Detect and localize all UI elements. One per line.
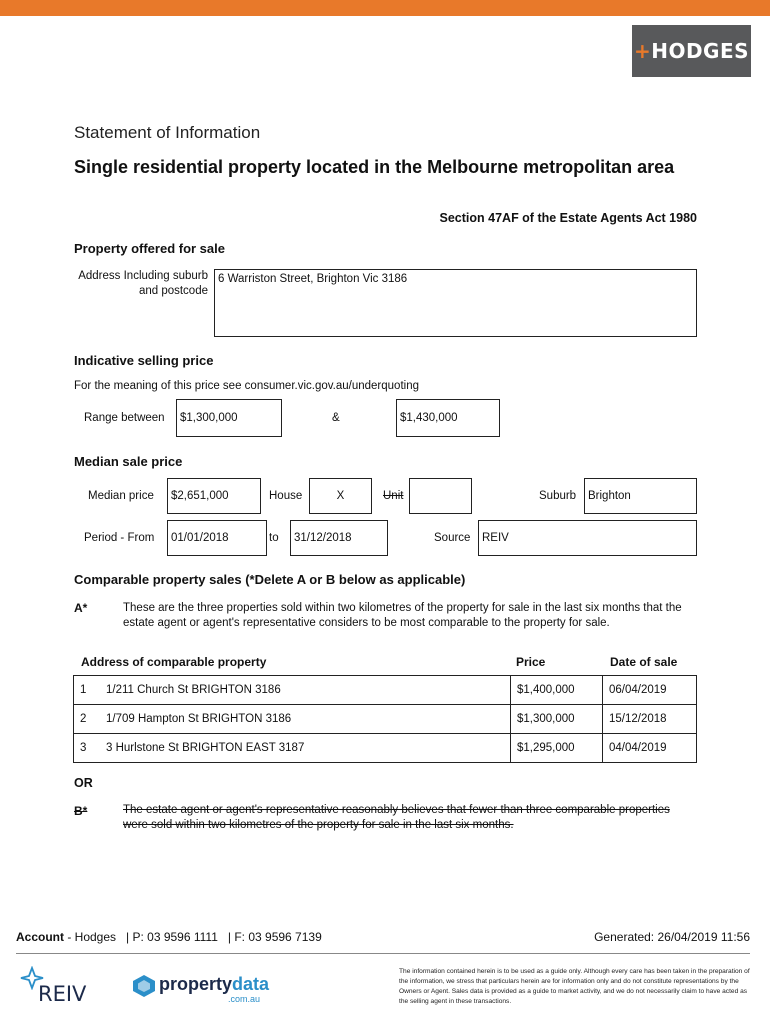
top-accent-bar xyxy=(0,0,770,16)
source-field[interactable] xyxy=(478,520,697,556)
address-label: Address Including suburb and postcode xyxy=(78,270,208,297)
pd-logo-sub: .com.au xyxy=(228,994,261,1004)
unit-label: Unit xyxy=(383,490,404,502)
pd-logo-main: property xyxy=(159,974,233,994)
hodges-logo xyxy=(632,25,751,77)
option-a-text: These are the three properties sold within two kilometres of the property for sale in the last six months that the estate agent or agent's representative considers to be most comparable to the property for sale. xyxy=(123,602,682,629)
price-cell[interactable] xyxy=(511,705,603,734)
pd-logo-accent: data xyxy=(232,974,270,994)
suburb-label: Suburb xyxy=(539,490,577,502)
comparable-sales-table xyxy=(73,675,697,763)
logo-text: HODGES xyxy=(651,39,750,63)
propertydata-hex-icon xyxy=(131,974,157,998)
house-label: House xyxy=(269,490,303,502)
underquoting-note: For the meaning of this price see consumer.vic.gov.au/underquoting xyxy=(74,380,419,392)
account-label: Account xyxy=(16,930,64,944)
row-date: 15/12/2018 xyxy=(609,713,667,725)
range-ampersand: & xyxy=(332,412,340,424)
address-cell[interactable] xyxy=(74,676,511,705)
reiv-logo xyxy=(18,966,87,1006)
row-date: 04/04/2019 xyxy=(609,742,667,754)
row-price: $1,300,000 xyxy=(517,713,575,725)
source-label: Source xyxy=(434,532,471,544)
propertydata-logo xyxy=(131,972,271,1008)
option-b-label: B* xyxy=(74,804,88,818)
suburb-value: Brighton xyxy=(588,490,631,502)
reiv-logo-text: REIV xyxy=(38,982,87,1006)
price-high-value: $1,430,000 xyxy=(400,412,458,424)
house-mark: X xyxy=(336,490,345,502)
period-from-field[interactable] xyxy=(167,520,267,556)
table-row xyxy=(74,705,697,734)
col-date-header: Date of sale xyxy=(610,655,678,669)
indicative-heading: Indicative selling price xyxy=(74,353,214,368)
period-label: Period - From xyxy=(84,532,155,544)
row-price: $1,295,000 xyxy=(517,742,575,754)
median-price-field[interactable] xyxy=(167,478,261,514)
address-value: 6 Warriston Street, Brighton Vic 3186 xyxy=(218,273,408,285)
address-field[interactable] xyxy=(214,269,697,337)
price-low-field[interactable] xyxy=(176,399,282,437)
price-cell[interactable] xyxy=(511,734,603,763)
property-heading: Property offered for sale xyxy=(74,241,225,256)
row-number: 1 xyxy=(80,684,87,696)
logo-plus: + xyxy=(633,39,652,63)
period-to-label: to xyxy=(269,532,279,544)
row-date: 06/04/2019 xyxy=(609,684,667,696)
disclaimer: The information contained herein is to be used as a guide only. Although every care has been taken in the preparation of the information, we stress that particulars herein are for information only and do not constitute representations by the Owners or Agent. Sales data is provided as a guide to market activity, and we do not necessarily claim to have acted as the selling agent in these transactions. xyxy=(399,968,750,1005)
col-address-header: Address of comparable property xyxy=(81,655,267,669)
account-line xyxy=(16,930,322,944)
account-details: - Hodges | P: 03 9596 1111 | F: 03 9596 7139 xyxy=(64,930,322,944)
row-number: 3 xyxy=(80,742,87,754)
date-cell[interactable] xyxy=(603,676,697,705)
house-checkbox[interactable] xyxy=(309,478,372,514)
option-b-text: The estate agent or agent's representative reasonably believes that fewer than three comparable properties were sold within two kilometres of the property for sale in the last six months. xyxy=(123,804,670,831)
suburb-field[interactable] xyxy=(584,478,697,514)
address-cell[interactable] xyxy=(74,734,511,763)
main-title: Single residential property located in the Melbourne metropolitan area xyxy=(74,157,675,177)
period-to-field[interactable] xyxy=(290,520,388,556)
section-reference: Section 47AF of the Estate Agents Act 1980 xyxy=(439,211,697,225)
row-address: 1/211 Church St BRIGHTON 3186 xyxy=(106,684,281,696)
range-label: Range between xyxy=(84,412,165,424)
date-cell[interactable] xyxy=(603,734,697,763)
price-high-field[interactable] xyxy=(396,399,500,437)
table-row xyxy=(74,734,697,763)
unit-checkbox[interactable] xyxy=(409,478,472,514)
row-price: $1,400,000 xyxy=(517,684,575,696)
median-price-value: $2,651,000 xyxy=(171,490,229,502)
source-value: REIV xyxy=(482,532,509,544)
option-a-label: A* xyxy=(74,601,88,615)
document-title: Statement of Information xyxy=(74,123,261,142)
row-number: 2 xyxy=(80,713,87,725)
footer-divider xyxy=(16,953,750,954)
or-label: OR xyxy=(74,776,93,790)
table-row xyxy=(74,676,697,705)
date-cell[interactable] xyxy=(603,705,697,734)
median-heading: Median sale price xyxy=(74,454,183,469)
median-price-label: Median price xyxy=(88,490,154,502)
comparable-heading: Comparable property sales (*Delete A or B below as applicable) xyxy=(74,572,466,587)
generated-timestamp: Generated: 26/04/2019 11:56 xyxy=(594,930,750,944)
col-price-header: Price xyxy=(516,655,546,669)
period-from-value: 01/01/2018 xyxy=(171,532,229,544)
row-address: 3 Hurlstone St BRIGHTON EAST 3187 xyxy=(106,742,305,754)
period-to-value: 31/12/2018 xyxy=(294,532,352,544)
price-low-value: $1,300,000 xyxy=(180,412,238,424)
row-address: 1/709 Hampton St BRIGHTON 3186 xyxy=(106,713,292,725)
price-cell[interactable] xyxy=(511,676,603,705)
address-cell[interactable] xyxy=(74,705,511,734)
